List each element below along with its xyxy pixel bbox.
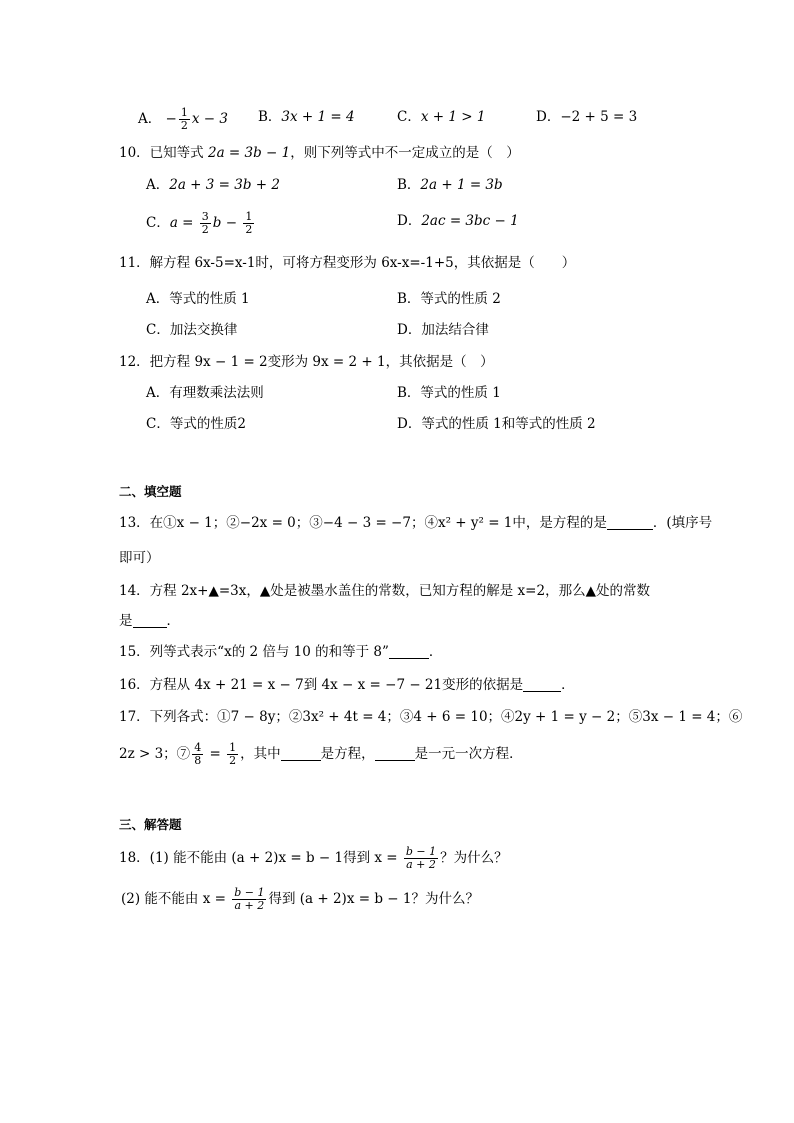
q10-option-c[interactable]: C．a = $\frac{3}{2}$ b − $\frac{1}{2}$: [146, 210, 253, 236]
q18-part1: 18．(1) 能不能由 (a + 2)x = b − 1得到 x = $\frac{b - 1}{a + 2}$ ？为什么？: [119, 845, 508, 871]
q9-option-a[interactable]: [138, 107, 228, 132]
answer-blank[interactable]: [375, 746, 415, 761]
q15-line: 15．列等式表示“x的 2 倍与 10 的和等于 8” ．: [119, 644, 443, 660]
fraction: $\frac{b - 1}{a + 2}$: [405, 845, 437, 871]
q12-option-b[interactable]: B．等式的性质 1: [397, 385, 501, 401]
q12-option-a[interactable]: A．有理数乘法法则: [146, 385, 264, 401]
q11-stem: 11．解方程 6x-5=x-1时，可将方程变形为 6x-x=-1+5，其依据是（ ）: [119, 255, 576, 271]
q13-line1: 13．在①x − 1；②−2x = 0；③−4 − 3 = −7；④x² + y² = 1中，是方程的是 ．(填序号: [119, 515, 713, 531]
fraction: $\frac{1}{2}$: [180, 106, 188, 132]
q14-line1: 14．方程 2x+▲=3x，▲处是被墨水盖住的常数，已知方程的解是 x=2，那么▲处的常数: [119, 583, 650, 599]
fraction: $\frac{b - 1}{a + 2}$: [234, 886, 265, 912]
answer-blank[interactable]: [389, 644, 429, 659]
q12-stem: 12．把方程 9x − 1 = 2变形为 9x = 2 + 1，其依据是（ ）: [119, 354, 494, 370]
q17-line1: 17．下列各式：①7 − 8y；②3x² + 4t = 4；③4 + 6 = 10；④2y + 1 = y − 2；⑤3x − 1 = 4；⑥: [119, 709, 743, 725]
fraction: $\frac{1}{2}$: [229, 741, 237, 767]
q10-option-b[interactable]: B．2a + 1 = 3b: [397, 177, 503, 193]
fraction: $\frac{3}{2}$: [201, 210, 209, 236]
option-text: x + 1 > 1: [420, 109, 486, 125]
q9-option-d[interactable]: [536, 107, 637, 127]
q16-line: 16．方程从 4x + 21 = x − 7到 4x − x = −7 − 21变形的依据是 ．: [119, 677, 575, 693]
option-label: D．: [536, 109, 561, 125]
q13-line2: 即可）: [119, 550, 160, 566]
option-label: B．: [258, 109, 282, 125]
q9-option-b[interactable]: [258, 107, 355, 127]
option-label: C．: [397, 109, 421, 125]
answer-blank[interactable]: [607, 515, 653, 530]
fraction: $\frac{1}{2}$: [245, 210, 253, 236]
q18-part2: (2) 能不能由 x = $\frac{b - 1}{a + 2}$ 得到 (a + 2)x = b − 1？为什么？: [121, 886, 479, 912]
q11-option-b[interactable]: B．等式的性质 2: [397, 291, 501, 307]
answer-blank[interactable]: [281, 746, 321, 761]
q10-stem: 10．已知等式 2a = 3b − 1，则下列等式中不一定成立的是（ ）: [119, 145, 520, 161]
q12-option-d[interactable]: D．等式的性质 1和等式的性质 2: [397, 416, 596, 432]
answer-blank[interactable]: [133, 613, 167, 628]
option-text: −2 + 5 = 3: [560, 109, 638, 125]
q17-line2: 2z > 3；⑦ $\frac{4}{8}$ = $\frac{1}{2}$ ，其中 是方程， 是一元一次方程．: [119, 741, 523, 767]
q11-option-a[interactable]: A．等式的性质 1: [146, 291, 250, 307]
answer-blank[interactable]: [523, 677, 561, 692]
option-label: A．: [138, 111, 162, 127]
option-text: x − 3: [191, 111, 228, 127]
option-text: 3x + 1 = 4: [281, 109, 355, 125]
fraction: $\frac{4}{8}$: [194, 741, 202, 767]
q10-option-d[interactable]: D．2ac = 3bc − 1: [397, 213, 519, 229]
q14-line2: 是 ．: [119, 613, 180, 629]
q12-option-c[interactable]: C．等式的性质2: [146, 416, 246, 432]
q11-option-d[interactable]: D．加法结合律: [397, 322, 489, 338]
q11-option-c[interactable]: C．加法交换律: [146, 322, 238, 338]
q10-option-a[interactable]: A．2a + 3 = 3b + 2: [146, 177, 280, 193]
q9-option-c[interactable]: [397, 107, 485, 127]
option-prefix: −: [165, 111, 177, 127]
section-heading-solve: 三、解答题: [119, 817, 182, 832]
section-heading-fill-in: 二、填空题: [119, 484, 182, 499]
